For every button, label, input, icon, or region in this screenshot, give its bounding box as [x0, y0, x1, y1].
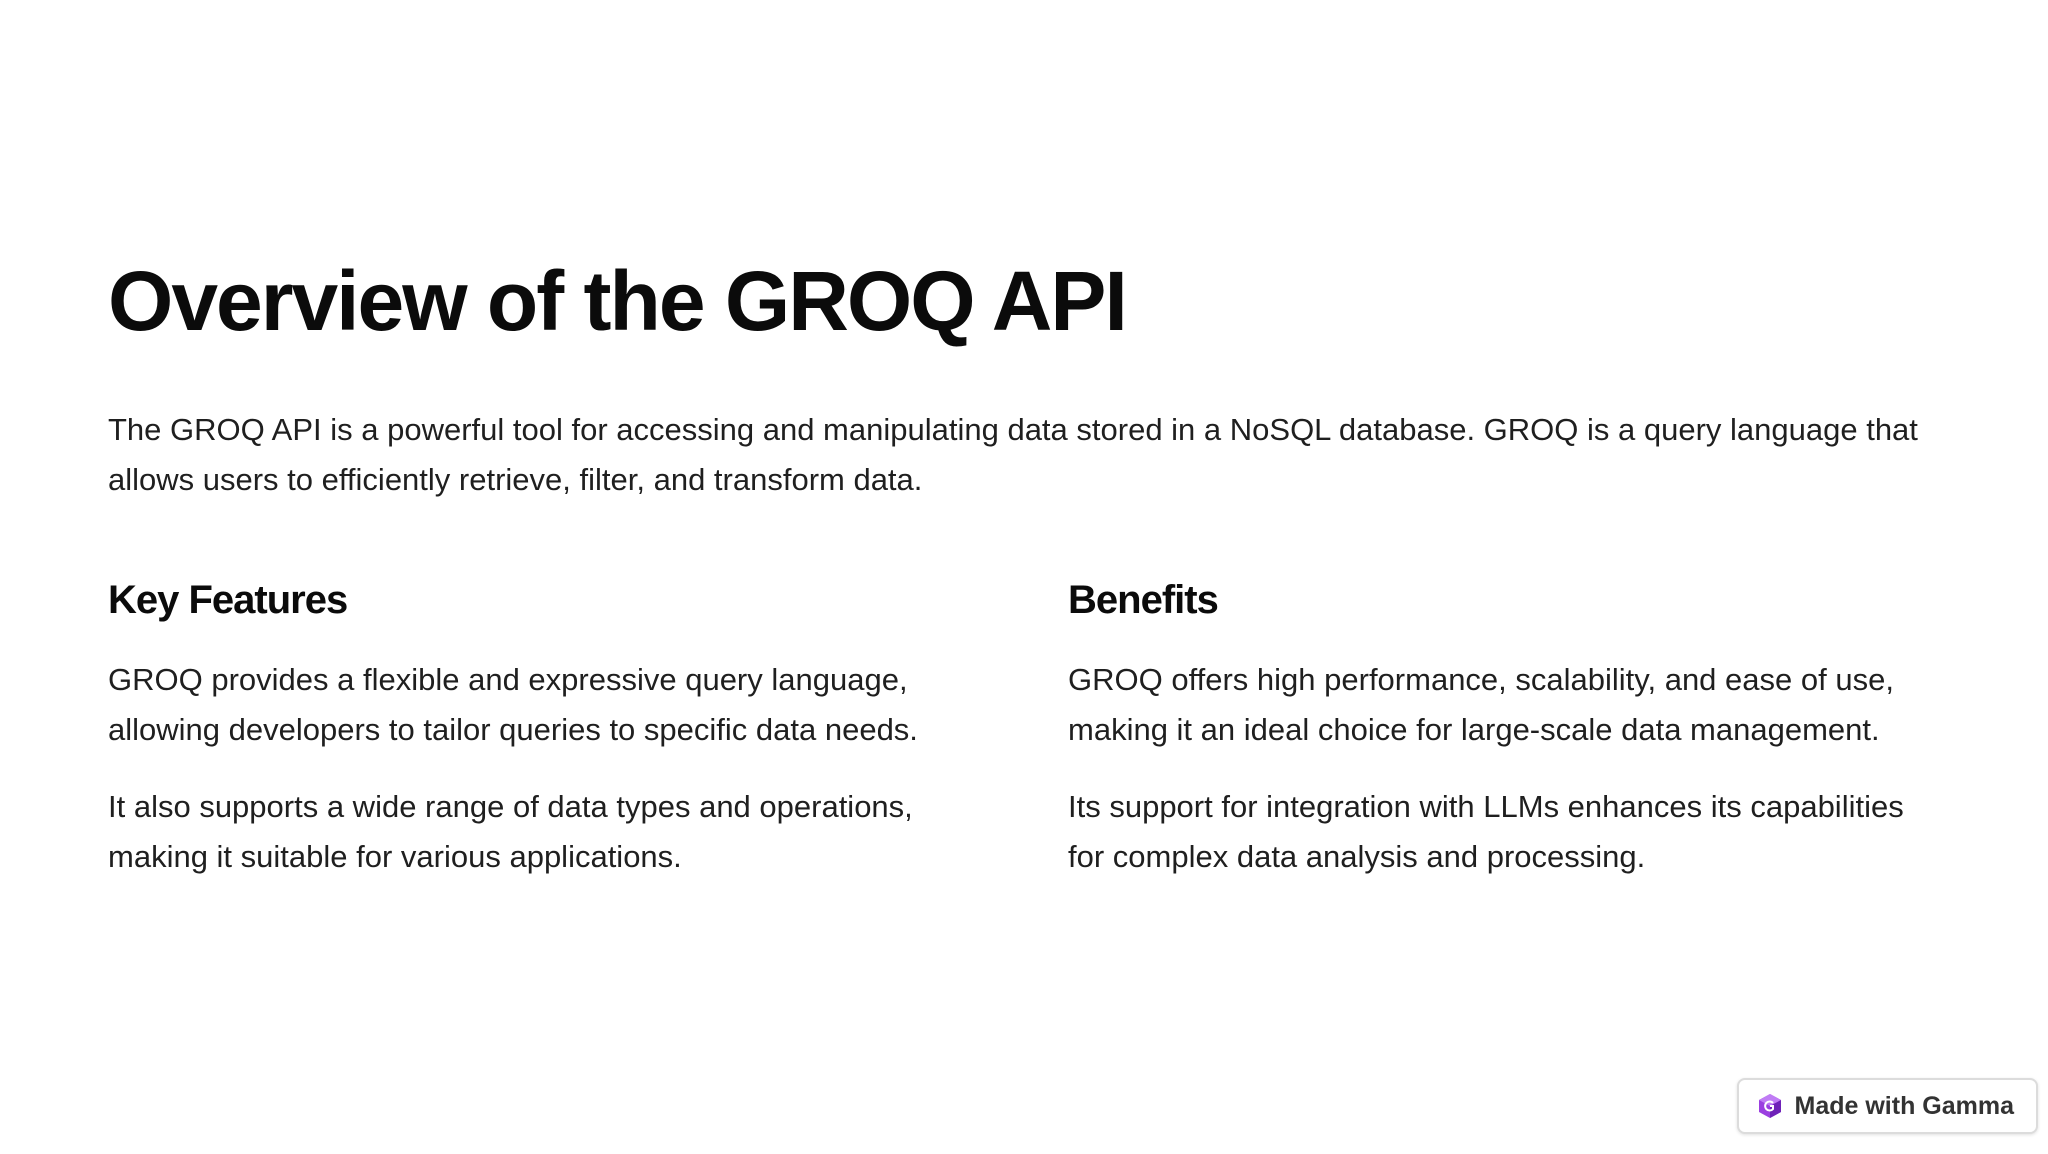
made-with-gamma-button[interactable]: [1737, 1078, 2039, 1134]
intro-paragraph: The GROQ API is a powerful tool for accessing and manipulating data stored in a NoSQL database. GROQ is a query language that allows users to efficiently retrieve, filter, and transform data.: [108, 412, 1918, 497]
gamma-logo-icon: [1757, 1093, 1783, 1119]
benefits-paragraph: GROQ offers high performance, scalability, and ease of use, making it an ideal choice for large-scale data management.: [1068, 662, 1894, 747]
key-features-heading: Key Features: [108, 578, 348, 622]
key-features-paragraph: It also supports a wide range of data types and operations, making it suitable for various applications.: [108, 789, 913, 874]
key-features-column: [108, 575, 968, 909]
page-title: Overview of the GROQ API: [108, 254, 1126, 348]
benefits-paragraph: Its support for integration with LLMs enhances its capabilities for complex data analysis and processing.: [1068, 789, 1904, 874]
benefits-heading: Benefits: [1068, 578, 1218, 622]
columns: [108, 575, 1948, 909]
benefits-column: [1068, 575, 1948, 909]
slide-content: [108, 255, 1948, 909]
key-features-paragraph: GROQ provides a flexible and expressive query language, allowing developers to tailor queries to specific data needs.: [108, 662, 918, 747]
badge-label: Made with Gamma: [1794, 1091, 2014, 1120]
